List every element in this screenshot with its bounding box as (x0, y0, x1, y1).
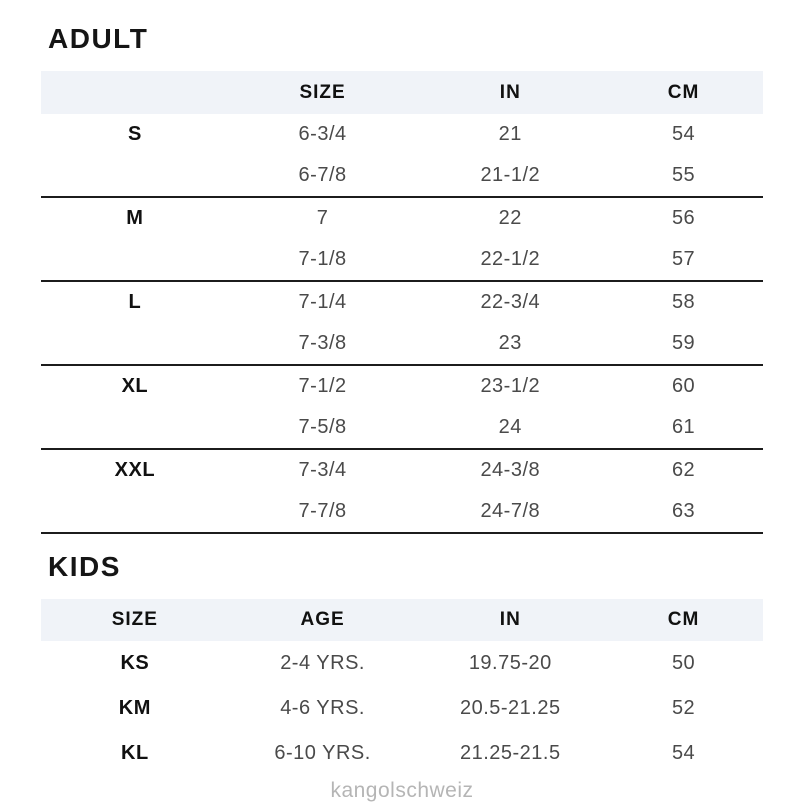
cell-in: 23 (498, 332, 522, 354)
cell-size: 7-1/2 (298, 375, 347, 397)
table-row (41, 491, 763, 532)
table-row (41, 114, 763, 155)
cell-cm: 63 (671, 500, 696, 522)
column-header-in: IN (499, 609, 521, 630)
column-header-size: SIZE (299, 81, 346, 103)
adult-size-group-m (41, 198, 763, 282)
row-label: XL (121, 375, 149, 397)
row-label: KS (120, 652, 150, 674)
cell-cm: 52 (671, 697, 696, 719)
cell-cm: 54 (671, 123, 696, 145)
cell-cm: 54 (671, 742, 696, 764)
kids-size-table (41, 599, 763, 776)
table-row (41, 282, 763, 323)
cell-in: 23-1/2 (480, 375, 541, 397)
column-header-size: SIZE (111, 609, 158, 630)
cell-size: 7-5/8 (298, 416, 347, 438)
cell-in: 21 (498, 123, 522, 145)
cell-age: 2-4 YRS. (280, 652, 365, 674)
cell-cm: 56 (671, 207, 696, 229)
row-label: XXL (114, 459, 156, 481)
cell-size: 6-3/4 (298, 123, 347, 145)
cell-in: 22-3/4 (480, 291, 541, 313)
cell-in: 20.5-21.25 (459, 697, 561, 719)
adult-size-group-xl (41, 366, 763, 450)
cell-in: 19.75-20 (468, 652, 552, 674)
row-label: S (127, 123, 142, 145)
cell-in: 21-1/2 (480, 164, 541, 186)
cell-cm: 58 (671, 291, 696, 313)
kids-section-title: KIDS (48, 551, 121, 582)
cell-cm: 61 (671, 416, 696, 438)
column-header-age: AGE (300, 609, 345, 630)
table-row (41, 323, 763, 364)
table-row (41, 641, 763, 686)
cell-cm: 59 (671, 332, 696, 354)
table-row (41, 450, 763, 491)
cell-in: 24-7/8 (480, 500, 541, 522)
column-header-cm: CM (667, 609, 700, 630)
adult-size-group-s (41, 114, 763, 198)
table-row (41, 686, 763, 731)
cell-cm: 55 (671, 164, 696, 186)
row-label: KM (118, 697, 151, 719)
adult-section-title: ADULT (48, 23, 149, 54)
table-row (41, 239, 763, 280)
adult-size-group-l (41, 282, 763, 366)
row-label: M (126, 207, 144, 229)
row-label: L (128, 291, 142, 313)
cell-in: 22-1/2 (480, 248, 541, 270)
adult-table-header (41, 71, 763, 114)
table-row (41, 155, 763, 196)
cell-cm: 50 (671, 652, 696, 674)
cell-size: 7-1/8 (298, 248, 347, 270)
table-row (41, 198, 763, 239)
row-label: KL (121, 742, 149, 764)
column-header-in: IN (499, 81, 521, 103)
cell-size: 7-1/4 (298, 291, 347, 313)
cell-size: 7-7/8 (298, 500, 347, 522)
site-watermark: kangolschweiz (330, 779, 474, 802)
cell-age: 6-10 YRS. (274, 742, 371, 764)
table-row (41, 407, 763, 448)
cell-size: 7-3/8 (298, 332, 347, 354)
cell-cm: 62 (671, 459, 696, 481)
cell-age: 4-6 YRS. (280, 697, 365, 719)
cell-in: 24 (498, 416, 522, 438)
cell-cm: 57 (671, 248, 696, 270)
adult-size-table (41, 71, 763, 534)
cell-size: 7-3/4 (298, 459, 347, 481)
cell-size: 6-7/8 (298, 164, 347, 186)
cell-cm: 60 (671, 375, 696, 397)
cell-in: 21.25-21.5 (459, 742, 561, 764)
cell-in: 24-3/8 (480, 459, 541, 481)
table-row (41, 366, 763, 407)
cell-size: 7 (316, 207, 329, 229)
table-row (41, 731, 763, 776)
column-header-cm: CM (667, 81, 700, 103)
adult-size-group-xxl (41, 450, 763, 534)
cell-in: 22 (498, 207, 522, 229)
kids-table-header (41, 599, 763, 641)
